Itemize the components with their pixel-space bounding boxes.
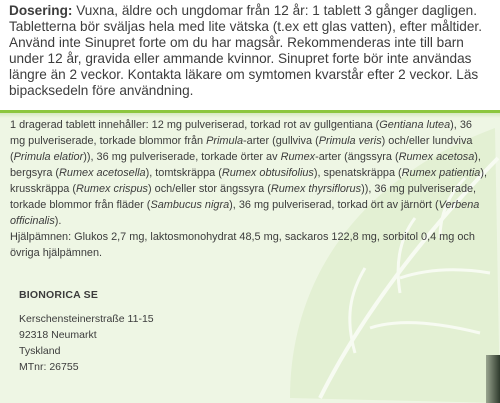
latin-name: Gentiana lutea [379, 119, 451, 131]
ingredient-text: )), 36 mg pulveriserade, torkade blommor från fläder ( [10, 183, 477, 211]
latin-name: Rumex thyrsiflorus [270, 183, 362, 195]
company-mtnr: MTnr: 26755 [19, 361, 79, 373]
ingredient-text: )), 36 mg pulveriserade, torkade örter av [83, 151, 281, 163]
company-name: BIONORICA SE [19, 289, 99, 301]
ingredient-text: ), 36 mg pulveriserade, torkade blommor från [10, 119, 472, 147]
company-city: 92318 Neumarkt [19, 329, 97, 341]
ingredients-section [10, 117, 490, 261]
latin-name: Rumex acetosella [59, 167, 146, 179]
excipients-paragraph: Hjälpämnen: Glukos 2,7 mg, laktosmonohydrat 48,5 mg, sackaros 122,8 mg, sorbitol 0,4 mg och övriga hjälpämnen. [10, 231, 475, 259]
ingredient-text: ), tomtskräppa ( [145, 167, 222, 179]
manufacturer-block [19, 287, 319, 375]
dosage-section [0, 0, 500, 112]
ingredient-text: -arter (gullviva ( [243, 135, 319, 147]
company-country: Tyskland [19, 345, 61, 357]
dosage-paragraph [9, 3, 495, 99]
latin-name: Rumex [280, 151, 316, 163]
box-edge [486, 355, 500, 403]
ingredient-text: ), bergsyra ( [10, 151, 481, 179]
ingredient-text: ), krusskräppa ( [10, 167, 488, 195]
ingredient-text: 1 dragerad tablett innehåller: 12 mg pulveriserad, torkad rot av gullgentiana ( [10, 119, 380, 131]
company-street: Kerschensteinerstraße 11-15 [19, 313, 154, 325]
ingredients-paragraph [10, 117, 490, 229]
dosage-label: Dosering: [9, 3, 73, 18]
latin-name: Rumex obtusifolius [221, 167, 314, 179]
green-divider [0, 110, 500, 113]
latin-name: Primula [206, 135, 244, 147]
ingredient-text: ), 36 mg pulveriserad, torkad ört av järnört ( [229, 199, 439, 211]
ingredient-text: ). [54, 215, 62, 227]
latin-name: Primula veris [318, 135, 382, 147]
ingredient-text: ), spenatskräppa ( [313, 167, 402, 179]
latin-name: Rumex acetosa [398, 151, 475, 163]
latin-name: Primula elatior [13, 151, 84, 163]
ingredient-text: ) och/eller stor ängssyra ( [148, 183, 271, 195]
ingredient-text: ) och/eller lundviva ( [10, 135, 473, 163]
dosage-text: Vuxna, äldre och ungdomar från 12 år: 1 tablett 3 gånger dagligen. Tabletterna bör sväljas hela med lite vätska (t.ex ett glas vatten), efter måltider. Använd inte Sinupret forte om du har magsår. Rekommenderas inte till barn under 12 år, gravida eller ammande kvinnor. Sinupret forte bör inte användas längre än 2 veckor. Kontakta läkare om symtomen kvarstår efter 2 veckor. Läs bipacksedeln före användning. [9, 3, 482, 98]
latin-name: Rumex patientia [401, 167, 481, 179]
latin-name: Rumex crispus [75, 183, 149, 195]
latin-name: Sambucus nigra [150, 199, 230, 211]
latin-name: Verbena officinalis [10, 199, 480, 227]
ingredient-text: -arter (ängssyra ( [315, 151, 399, 163]
